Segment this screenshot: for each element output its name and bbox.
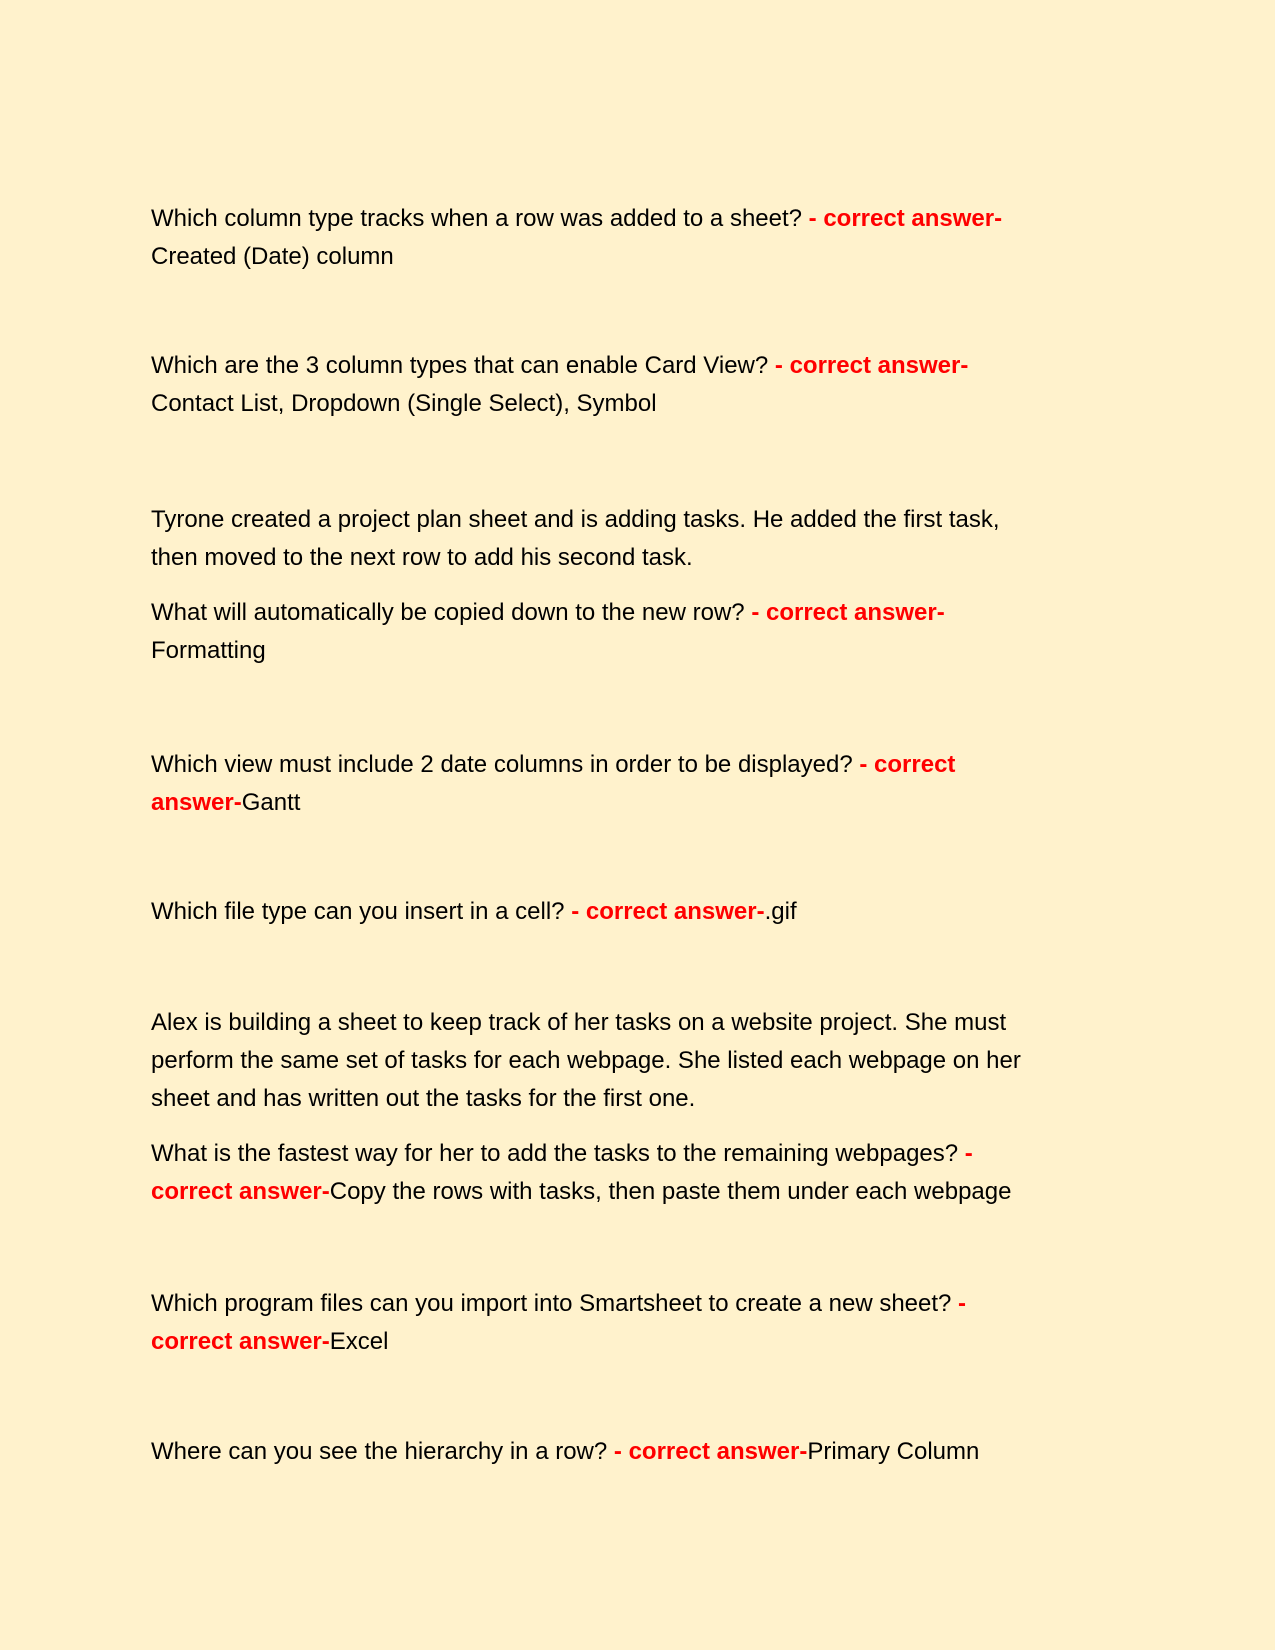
text-line xyxy=(151,746,1151,784)
qa-item-5 xyxy=(151,893,1151,931)
context-line: perform the same set of tasks for each webpage. She listed each webpage on her xyxy=(151,1047,1021,1074)
question-paragraph xyxy=(151,1135,1151,1211)
answer-text: Gantt xyxy=(241,789,301,816)
question-text: Which program files can you import into Smartsheet to create a new sheet? xyxy=(151,1290,959,1317)
answer-text: Excel xyxy=(329,1328,389,1355)
correct-answer-marker: - correct answer- xyxy=(751,599,945,626)
question-paragraph xyxy=(151,594,1151,670)
context-line: Alex is building a sheet to keep track of her tasks on a website project. She must xyxy=(151,1009,1007,1036)
qa-item-3 xyxy=(151,501,1151,670)
correct-answer-marker: correct answer- xyxy=(151,1328,330,1355)
correct-answer-marker: - correct answer- xyxy=(808,205,1003,232)
correct-answer-marker: correct answer- xyxy=(151,1178,330,1205)
context-paragraph xyxy=(151,1004,1151,1118)
answer-text: Primary Column xyxy=(807,1438,980,1465)
correct-answer-marker: - correct answer- xyxy=(571,898,765,925)
correct-answer-marker: - correct xyxy=(859,751,956,778)
text-line xyxy=(151,594,1151,632)
question-text: What will automatically be copied down to the new row? xyxy=(151,599,752,626)
context-line: Tyrone created a project plan sheet and is adding tasks. He added the first task, xyxy=(151,506,1000,533)
answer-text: Created (Date) column xyxy=(151,243,394,270)
text-line xyxy=(151,1135,1151,1173)
question-paragraph xyxy=(151,347,1151,423)
question-paragraph xyxy=(151,200,1151,276)
text-line xyxy=(151,347,1151,385)
qa-item-4 xyxy=(151,746,1151,822)
qa-item-2 xyxy=(151,347,1151,423)
question-paragraph xyxy=(151,1285,1151,1361)
correct-answer-marker: - xyxy=(964,1140,973,1167)
answer-text: Copy the rows with tasks, then paste them under each webpage xyxy=(329,1178,1012,1205)
text-line xyxy=(151,632,1151,670)
context-line: sheet and has written out the tasks for the first one. xyxy=(151,1085,696,1112)
question-text: Which are the 3 column types that can enable Card View? xyxy=(151,352,775,379)
correct-answer-marker: answer- xyxy=(151,789,242,816)
text-line xyxy=(151,893,1151,931)
correct-answer-marker: - xyxy=(958,1290,967,1317)
text-line xyxy=(151,200,1151,238)
question-text: Which column type tracks when a row was added to a sheet? xyxy=(151,205,809,232)
answer-text: Contact List, Dropdown (Single Select), Symbol xyxy=(151,390,657,417)
text-line xyxy=(151,1285,1151,1323)
answer-text: Formatting xyxy=(151,637,266,664)
qa-item-8 xyxy=(151,1433,1151,1471)
question-paragraph xyxy=(151,893,1151,931)
text-line xyxy=(151,238,1151,276)
question-paragraph xyxy=(151,746,1151,822)
qa-item-7 xyxy=(151,1285,1151,1361)
context-paragraph xyxy=(151,501,1151,577)
correct-answer-marker: - correct answer- xyxy=(613,1438,808,1465)
question-text: What is the fastest way for her to add the tasks to the remaining webpages? xyxy=(151,1140,965,1167)
answer-text: .gif xyxy=(764,898,797,925)
qa-item-6 xyxy=(151,1004,1151,1211)
text-line xyxy=(151,1433,1151,1471)
question-text: Which view must include 2 date columns in order to be displayed? xyxy=(151,751,860,778)
question-paragraph xyxy=(151,1433,1151,1471)
text-line xyxy=(151,784,1151,822)
qa-item-1 xyxy=(151,200,1151,276)
context-line: then moved to the next row to add his second task. xyxy=(151,544,693,571)
question-text: Where can you see the hierarchy in a row? xyxy=(151,1438,614,1465)
text-line xyxy=(151,1323,1151,1361)
text-line xyxy=(151,1173,1151,1211)
text-line xyxy=(151,385,1151,423)
correct-answer-marker: - correct answer- xyxy=(774,352,969,379)
question-text: Which file type can you insert in a cell? xyxy=(151,898,572,925)
